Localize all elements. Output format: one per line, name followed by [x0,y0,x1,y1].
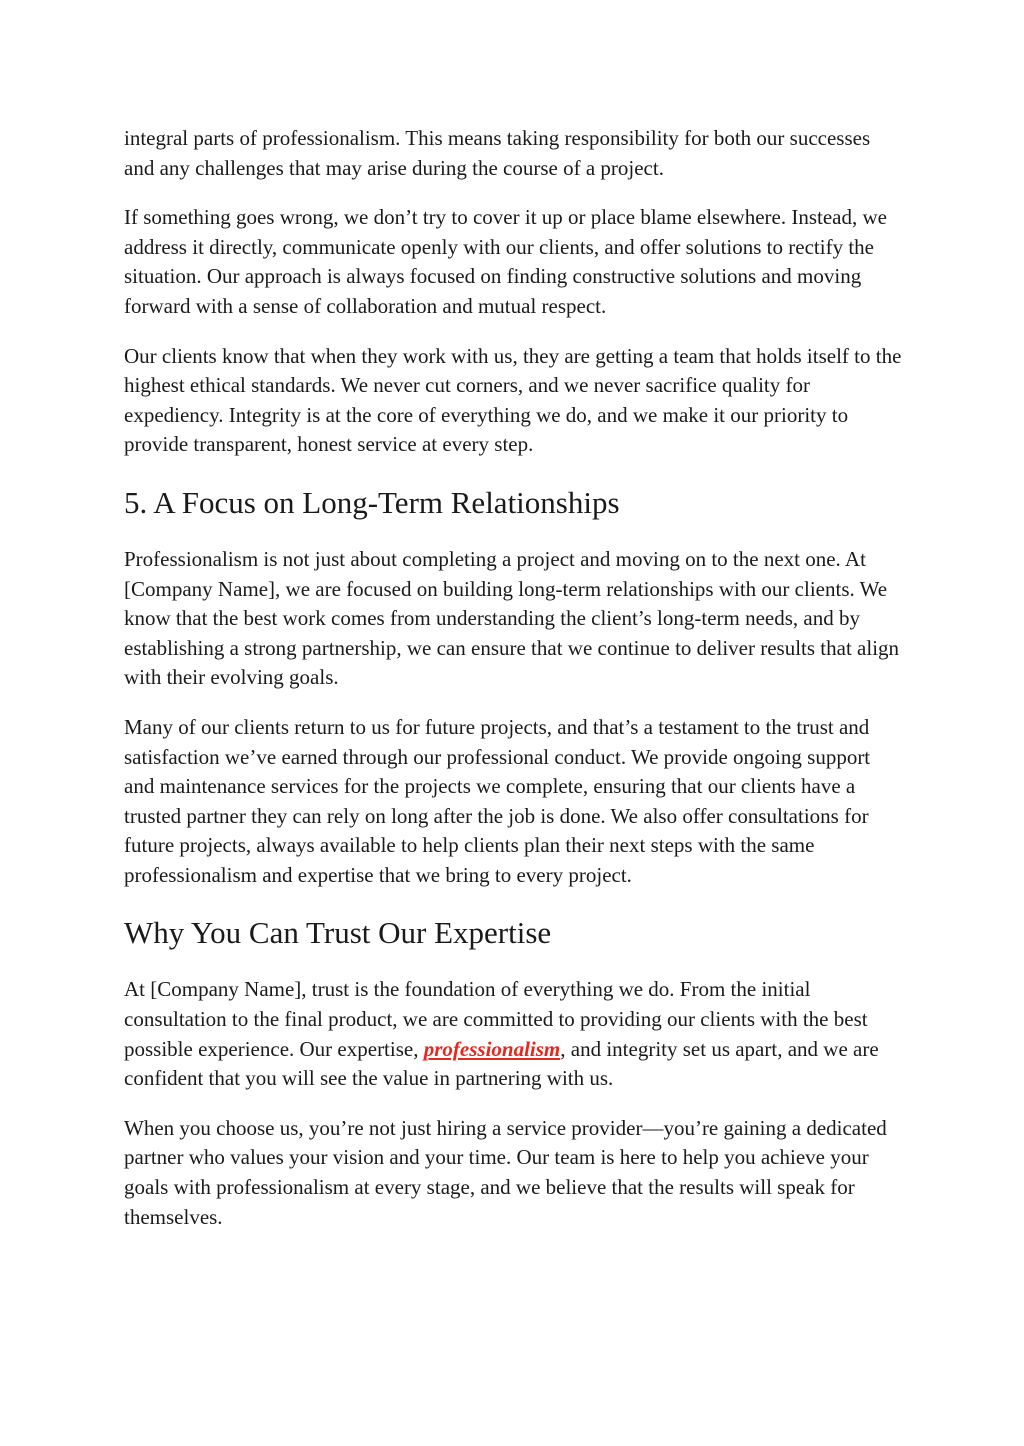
paragraph-long-term: Professionalism is not just about completing a project and moving on to the next one. At [Company Name], we are focused on building long-term relationships with our clients. We know that the best work comes from understanding the client’s long-term needs, and by establishing a strong partnership, we can ensure that we continue to deliver results that align with their evolving goals. [124,546,900,690]
paragraph-responsibility: integral parts of professionalism. This means taking responsibility for both our successes and any challenges that may arise during the course of a project. [124,126,871,180]
paragraph-problems: If something goes wrong, we don’t try to cover it up or place blame elsewhere. Instead, we address it directly, communicate openly with our clients, and offer solutions to rectify the situation. Our approach is always focused on finding constructive solutions and moving forward with a sense of collaboration and mutual respect. [124,205,887,318]
paragraph-trust-text-after: , and integrity set us apart, and we are confident that you will see the value in partnering with us. [124,1036,879,1091]
heading-trust-expertise: Why You Can Trust Our Expertise [124,915,552,951]
heading-long-term-relationships: 5. A Focus on Long-Term Relationships [124,484,620,520]
professionalism-link[interactable]: professionalism [423,1036,561,1061]
paragraph-choose-us: When you choose us, you’re not just hiring a service provider—you’re gaining a dedicated partner who values your vision and your time. Our team is here to help you achieve your goals with professionalism at every stage, and we believe that the results will speak for themselves. [124,1115,887,1229]
paragraph-return-clients: Many of our clients return to us for future projects, and that’s a testament to the trust and satisfaction we’ve earned through our professional conduct. We provide ongoing support and maintenance services for the projects we complete, ensuring that our clients have a trusted partner they can rely on long after the job is done. We also offer consultations for future projects, always available to help clients plan their next steps with the same professionalism and expertise that we bring to every project. [124,714,871,887]
paragraph-trust [124,975,904,1093]
document-page [124,124,904,1252]
paragraph-trust-text-before: At [Company Name], trust is the foundation of everything we do. From the initial consultation to the final product, we are committed to providing our clients with the best possible experience. Our expertise, [124,977,868,1061]
paragraph-ethics: Our clients know that when they work with us, they are getting a team that holds itself to the highest ethical standards. We never cut corners, and we never sacrifice quality for expediency. Integrity is at the core of everything we do, and we make it our priority to provide transparent, honest service at every step. [124,343,902,457]
